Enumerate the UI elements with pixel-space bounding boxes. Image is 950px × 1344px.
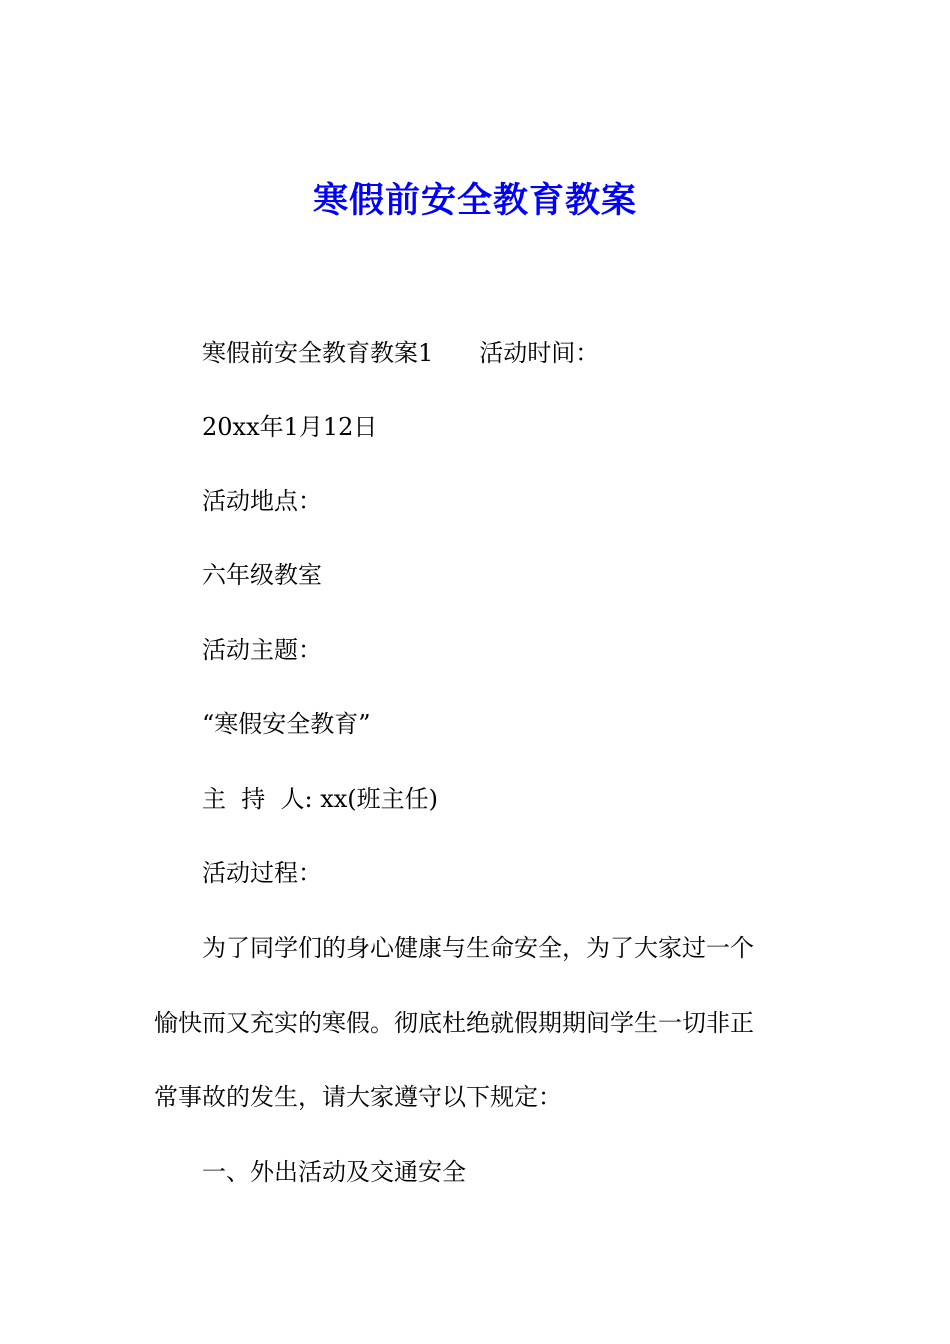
paragraph-body-line-2: 愉快而又充实的寒假。彻底杜绝就假期期间学生一切非正	[154, 1009, 754, 1037]
document-title: 寒假前安全教育教案	[312, 180, 637, 221]
paragraph-activity-date: 20xx年1月12日	[202, 413, 378, 441]
paragraph-body-line-1: 为了同学们的身心健康与生命安全，为了大家过一个	[202, 934, 754, 962]
paragraph-activity-process-label: 活动过程：	[202, 859, 322, 887]
paragraph-host: 主 持 人: xx(班主任)	[202, 785, 439, 813]
paragraph-activity-location: 六年级教室	[202, 561, 322, 589]
section-heading-travel-safety: 一、外出活动及交通安全	[202, 1158, 466, 1186]
paragraph-activity-theme-label: 活动主题：	[202, 636, 322, 664]
activity-time-label: 活动时间：	[479, 339, 600, 367]
lesson-plan-number: 寒假前安全教育教案1	[202, 339, 434, 367]
paragraph-activity-location-label: 活动地点：	[202, 487, 322, 515]
paragraph-body-line-3: 常事故的发生，请大家遵守以下规定：	[154, 1083, 562, 1111]
paragraph-lesson-plan-heading	[154, 336, 852, 370]
paragraph-activity-theme: “寒假安全教育”	[202, 710, 371, 738]
